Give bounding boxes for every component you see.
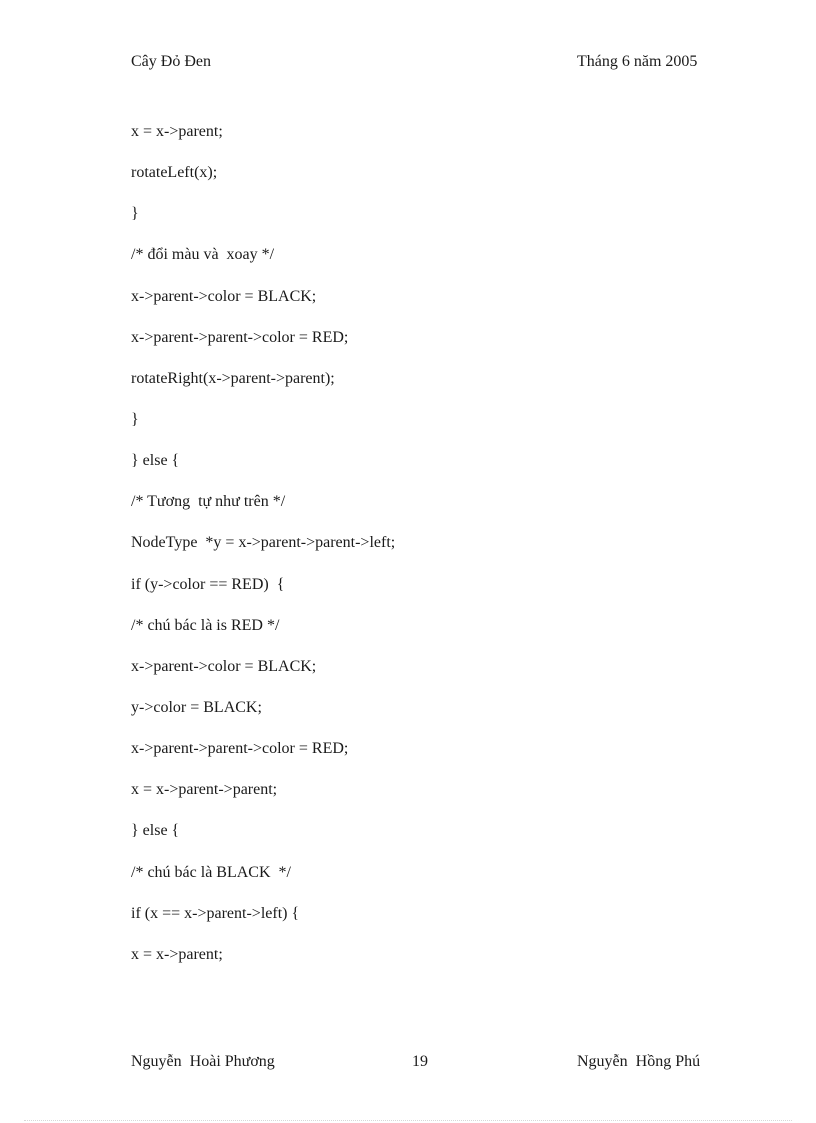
footer-author-left: Nguyễn Hoài Phương: [131, 1053, 275, 1070]
code-line: x = x->parent;: [131, 123, 223, 140]
header-title: Cây Đỏ Đen: [131, 53, 211, 70]
code-line: x->parent->parent->color = RED;: [131, 740, 349, 758]
code-line: rotateLeft(x);: [131, 164, 218, 182]
footer-author-right: Nguyễn Hồng Phú: [577, 1053, 701, 1070]
header-date: Tháng 6 năm 2005: [577, 53, 698, 70]
code-line: rotateRight(x->parent->parent);: [131, 369, 335, 387]
code-line: x->parent->color = BLACK;: [131, 287, 317, 305]
code-line: NodeType *y = x->parent->parent->left;: [131, 534, 396, 552]
code-line: }: [131, 205, 139, 223]
code-line: /* chú bác là BLACK */: [131, 863, 291, 881]
code-line: x->parent->parent->color = RED;: [131, 328, 349, 346]
code-line: /* chú bác là is RED */: [131, 616, 280, 634]
code-line: y->color = BLACK;: [131, 698, 262, 716]
page-number: 19: [412, 1053, 428, 1070]
page-bottom-divider: [24, 1120, 792, 1121]
code-line: if (x == x->parent->left) {: [131, 904, 300, 922]
code-line: }: [131, 410, 139, 428]
code-body: [131, 122, 731, 986]
code-line: /* đổi màu và xoay */: [131, 246, 275, 264]
code-line: } else {: [131, 822, 180, 840]
code-line: x = x->parent;: [131, 945, 223, 963]
code-line: x->parent->color = BLACK;: [131, 657, 317, 675]
code-line: } else {: [131, 452, 180, 470]
code-line: x = x->parent->parent;: [131, 781, 278, 799]
code-line: if (y->color == RED) {: [131, 575, 285, 593]
code-line: /* Tương tự như trên */: [131, 493, 286, 511]
